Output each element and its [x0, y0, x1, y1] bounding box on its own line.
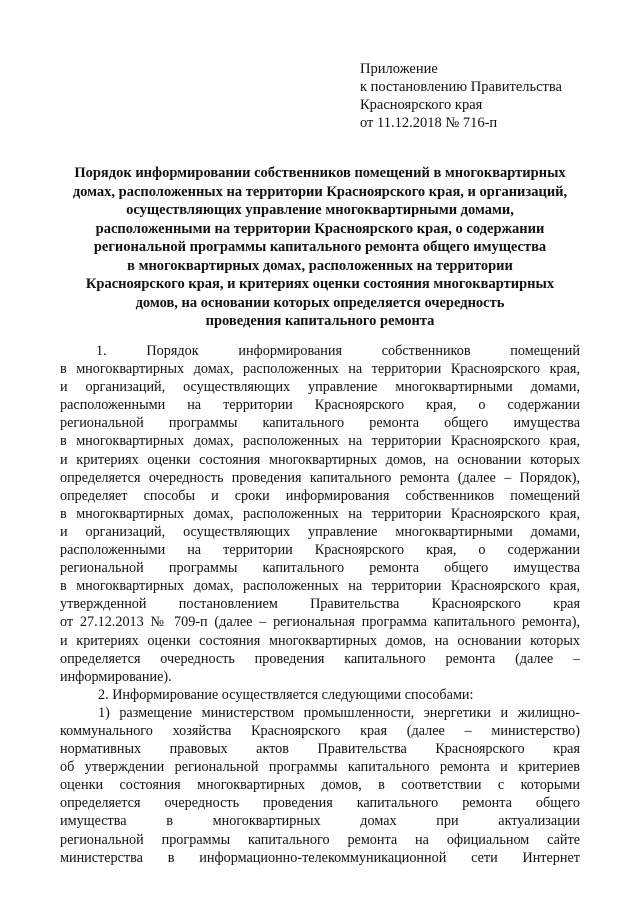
title-line: осуществляющих управление многоквартирными домами, — [126, 202, 514, 218]
title-line: Красноярского края, и критериях оценки состояния многоквартирных — [85, 276, 555, 292]
body-line: коммунального хозяйства Красноярского края (далее – министерство) — [60, 722, 580, 739]
title-line: Порядок информировании собственников помещений в многоквартирных — [74, 165, 566, 181]
body-line: в многоквартирных домах, расположенных на территории Красноярского края, — [60, 361, 580, 378]
body-line: имущества в многоквартирных домах при актуализации — [60, 813, 580, 830]
body-line: нормативных правовых актов Правительства Красноярского края — [60, 741, 580, 758]
body-line: расположенными на территории Красноярского края, о содержании — [60, 397, 580, 414]
body-line: и критериях оценки состояния многоквартирных домов, на основании которых — [60, 451, 580, 468]
body-line: утвержденной постановлением Правительства Красноярского края — [60, 596, 580, 613]
body-line: определяется очередность проведения капитального ремонта (далее – — [60, 650, 580, 667]
body-line: в многоквартирных домах, расположенных на территории Красноярского края, — [60, 505, 580, 522]
document-title — [58, 164, 582, 331]
body-line: определяется очередность проведения капитального ремонта (далее – Порядок), — [60, 469, 580, 486]
title-line: домах, расположенных на территории Красноярского края, и организаций, — [72, 183, 568, 200]
body-line: региональной программы капитального ремонта общего имущества — [60, 415, 580, 432]
body-line: 2. Информирование осуществляется следующими способами: — [98, 686, 474, 703]
appendix-line: Красноярского края — [360, 97, 483, 113]
appendix-line: к постановлению Правительства — [360, 79, 562, 95]
body-line: региональной программы капитального ремонта общего имущества — [60, 560, 580, 577]
title-line: в многоквартирных домах, расположенных на территории — [127, 257, 513, 274]
body-line: определяется очередность проведения капитального ремонта общего — [60, 795, 580, 812]
body-line: в многоквартирных домах, расположенных на территории Красноярского края, — [60, 433, 580, 450]
body-line: и организаций, осуществляющих управление многоквартирными домами, — [60, 523, 580, 540]
body-line: 1. Порядок информирования собственников помещений — [96, 343, 580, 359]
title-line: региональной программы капитального ремонта общего имущества — [93, 239, 547, 255]
body-line: об утверждении региональной программы капитального ремонта и критериев — [60, 759, 580, 776]
document-body — [60, 342, 580, 867]
title-line: расположенными на территории Красноярского края, о содержании — [95, 220, 545, 237]
appendix-line: Приложение — [360, 61, 438, 77]
body-line: расположенными на территории Красноярского края, о содержании — [60, 542, 580, 559]
body-line: и критериях оценки состояния многоквартирных домов, на основании которых — [60, 632, 580, 649]
body-line: определяет способы и сроки информирования собственников помещений — [60, 487, 580, 504]
appendix-block — [360, 60, 562, 132]
body-line: в многоквартирных домах, расположенных на территории Красноярского края, — [60, 578, 580, 595]
title-line: проведения капитального ремонта — [205, 313, 435, 329]
body-line: оценки состояния многоквартирных домов, в соответствии с которыми — [60, 777, 580, 794]
appendix-line: от 11.12.2018 № 716-п — [360, 115, 498, 131]
body-line: министерства в информационно-телекоммуникационной сети Интернет — [60, 849, 580, 866]
body-line: от 27.12.2013 № 709-п (далее – региональная программа капитального ремонта), — [60, 614, 580, 631]
body-line: информирование). — [60, 668, 172, 685]
body-line: региональной программы капитального ремонта на официальном сайте — [60, 831, 580, 848]
title-line: домов, на основании которых определяется очередность — [135, 294, 505, 311]
body-line: и организаций, осуществляющих управление многоквартирными домами, — [60, 379, 580, 396]
body-line: 1) размещение министерством промышленности, энергетики и жилищно- — [98, 704, 580, 721]
